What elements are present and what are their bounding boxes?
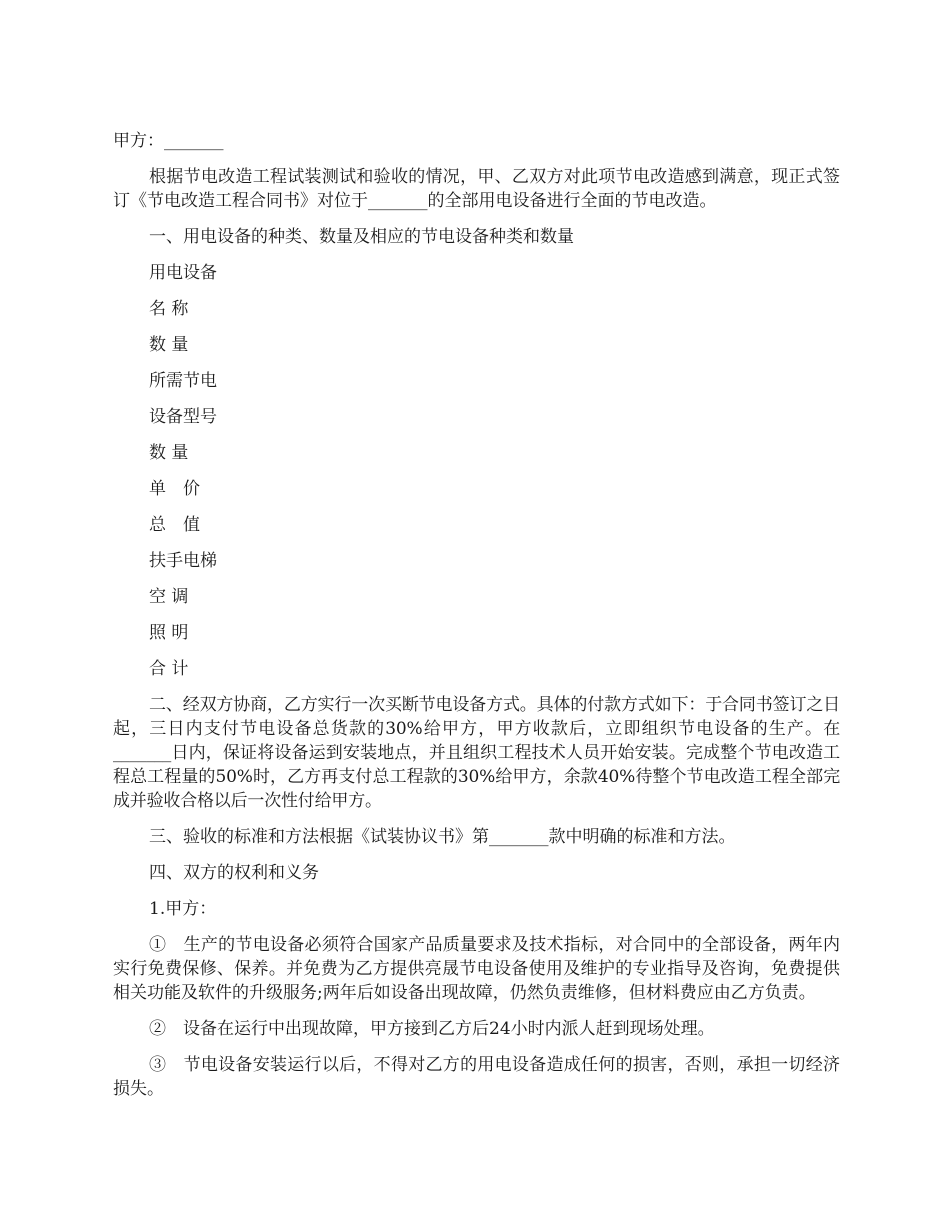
section-3-paragraph: 三、验收的标准和方法根据《试装协议书》第_______款中明确的标准和方法。 (149, 827, 736, 847)
intro-paragraph: 根据节电改造工程试装测试和验收的情况，甲、乙双方对此项节电改造感到满意，现正式签订《节电改造工程合同书》对位于_______的全部用电设备进行全面的节电改造。 (113, 167, 840, 211)
party-a-line: 甲方：_______ (113, 131, 224, 151)
equipment-table-list (113, 261, 840, 681)
table-item: 照 明 (149, 623, 189, 643)
table-item: 数 量 (149, 335, 189, 355)
table-item: 扶手电梯 (149, 551, 217, 571)
sub-1-title: 1.甲方： (149, 899, 217, 919)
table-item: 空 调 (149, 587, 189, 607)
table-item: 所需节电 (149, 371, 217, 391)
table-item: 数 量 (149, 443, 189, 463)
table-item: 总 值 (149, 515, 200, 535)
clause-1: ① 生产的节电设备必须符合国家产品质量要求及技术指标，对合同中的全部设备，两年内实行免费保修、保养。并免费为乙方提供亮晟节电设备使用及维护的专业指导及咨询，免费提供相关功能及软件的升级服务;两年后如设备出现故障，仍然负责维修，但材料费应由乙方负责。 (113, 935, 840, 1003)
table-item: 合 计 (149, 659, 189, 679)
section-1-title: 一、用电设备的种类、数量及相应的节电设备种类和数量 (149, 227, 574, 247)
clause-3: ③ 节电设备安装运行以后，不得对乙方的用电设备造成任何的损害，否则，承担一切经济损失。 (113, 1055, 840, 1099)
table-item: 设备型号 (149, 407, 217, 427)
section-2-paragraph: 二、经双方协商，乙方实行一次买断节电设备方式。具体的付款方式如下：于合同书签订之日起，三日内支付节电设备总货款的30%给甲方，甲方收款后，立即组织节电设备的生产。在_______日内，保证将设备运到安装地点，并且组织工程技术人员开始安装。完成整个节电改造工程总工程量的50%时，乙方再支付总工程款的30%给甲方，余款40%待整个节电改造工程全部完成并验收合格以后一次性付给甲方。 (113, 695, 840, 811)
section-4-title: 四、双方的权利和义务 (149, 863, 319, 883)
table-item: 用电设备 (149, 263, 217, 283)
table-item: 名 称 (149, 299, 189, 319)
table-item: 单 价 (149, 479, 200, 499)
clause-2: ② 设备在运行中出现故障，甲方接到乙方后24小时内派人赶到现场处理。 (149, 1019, 715, 1039)
